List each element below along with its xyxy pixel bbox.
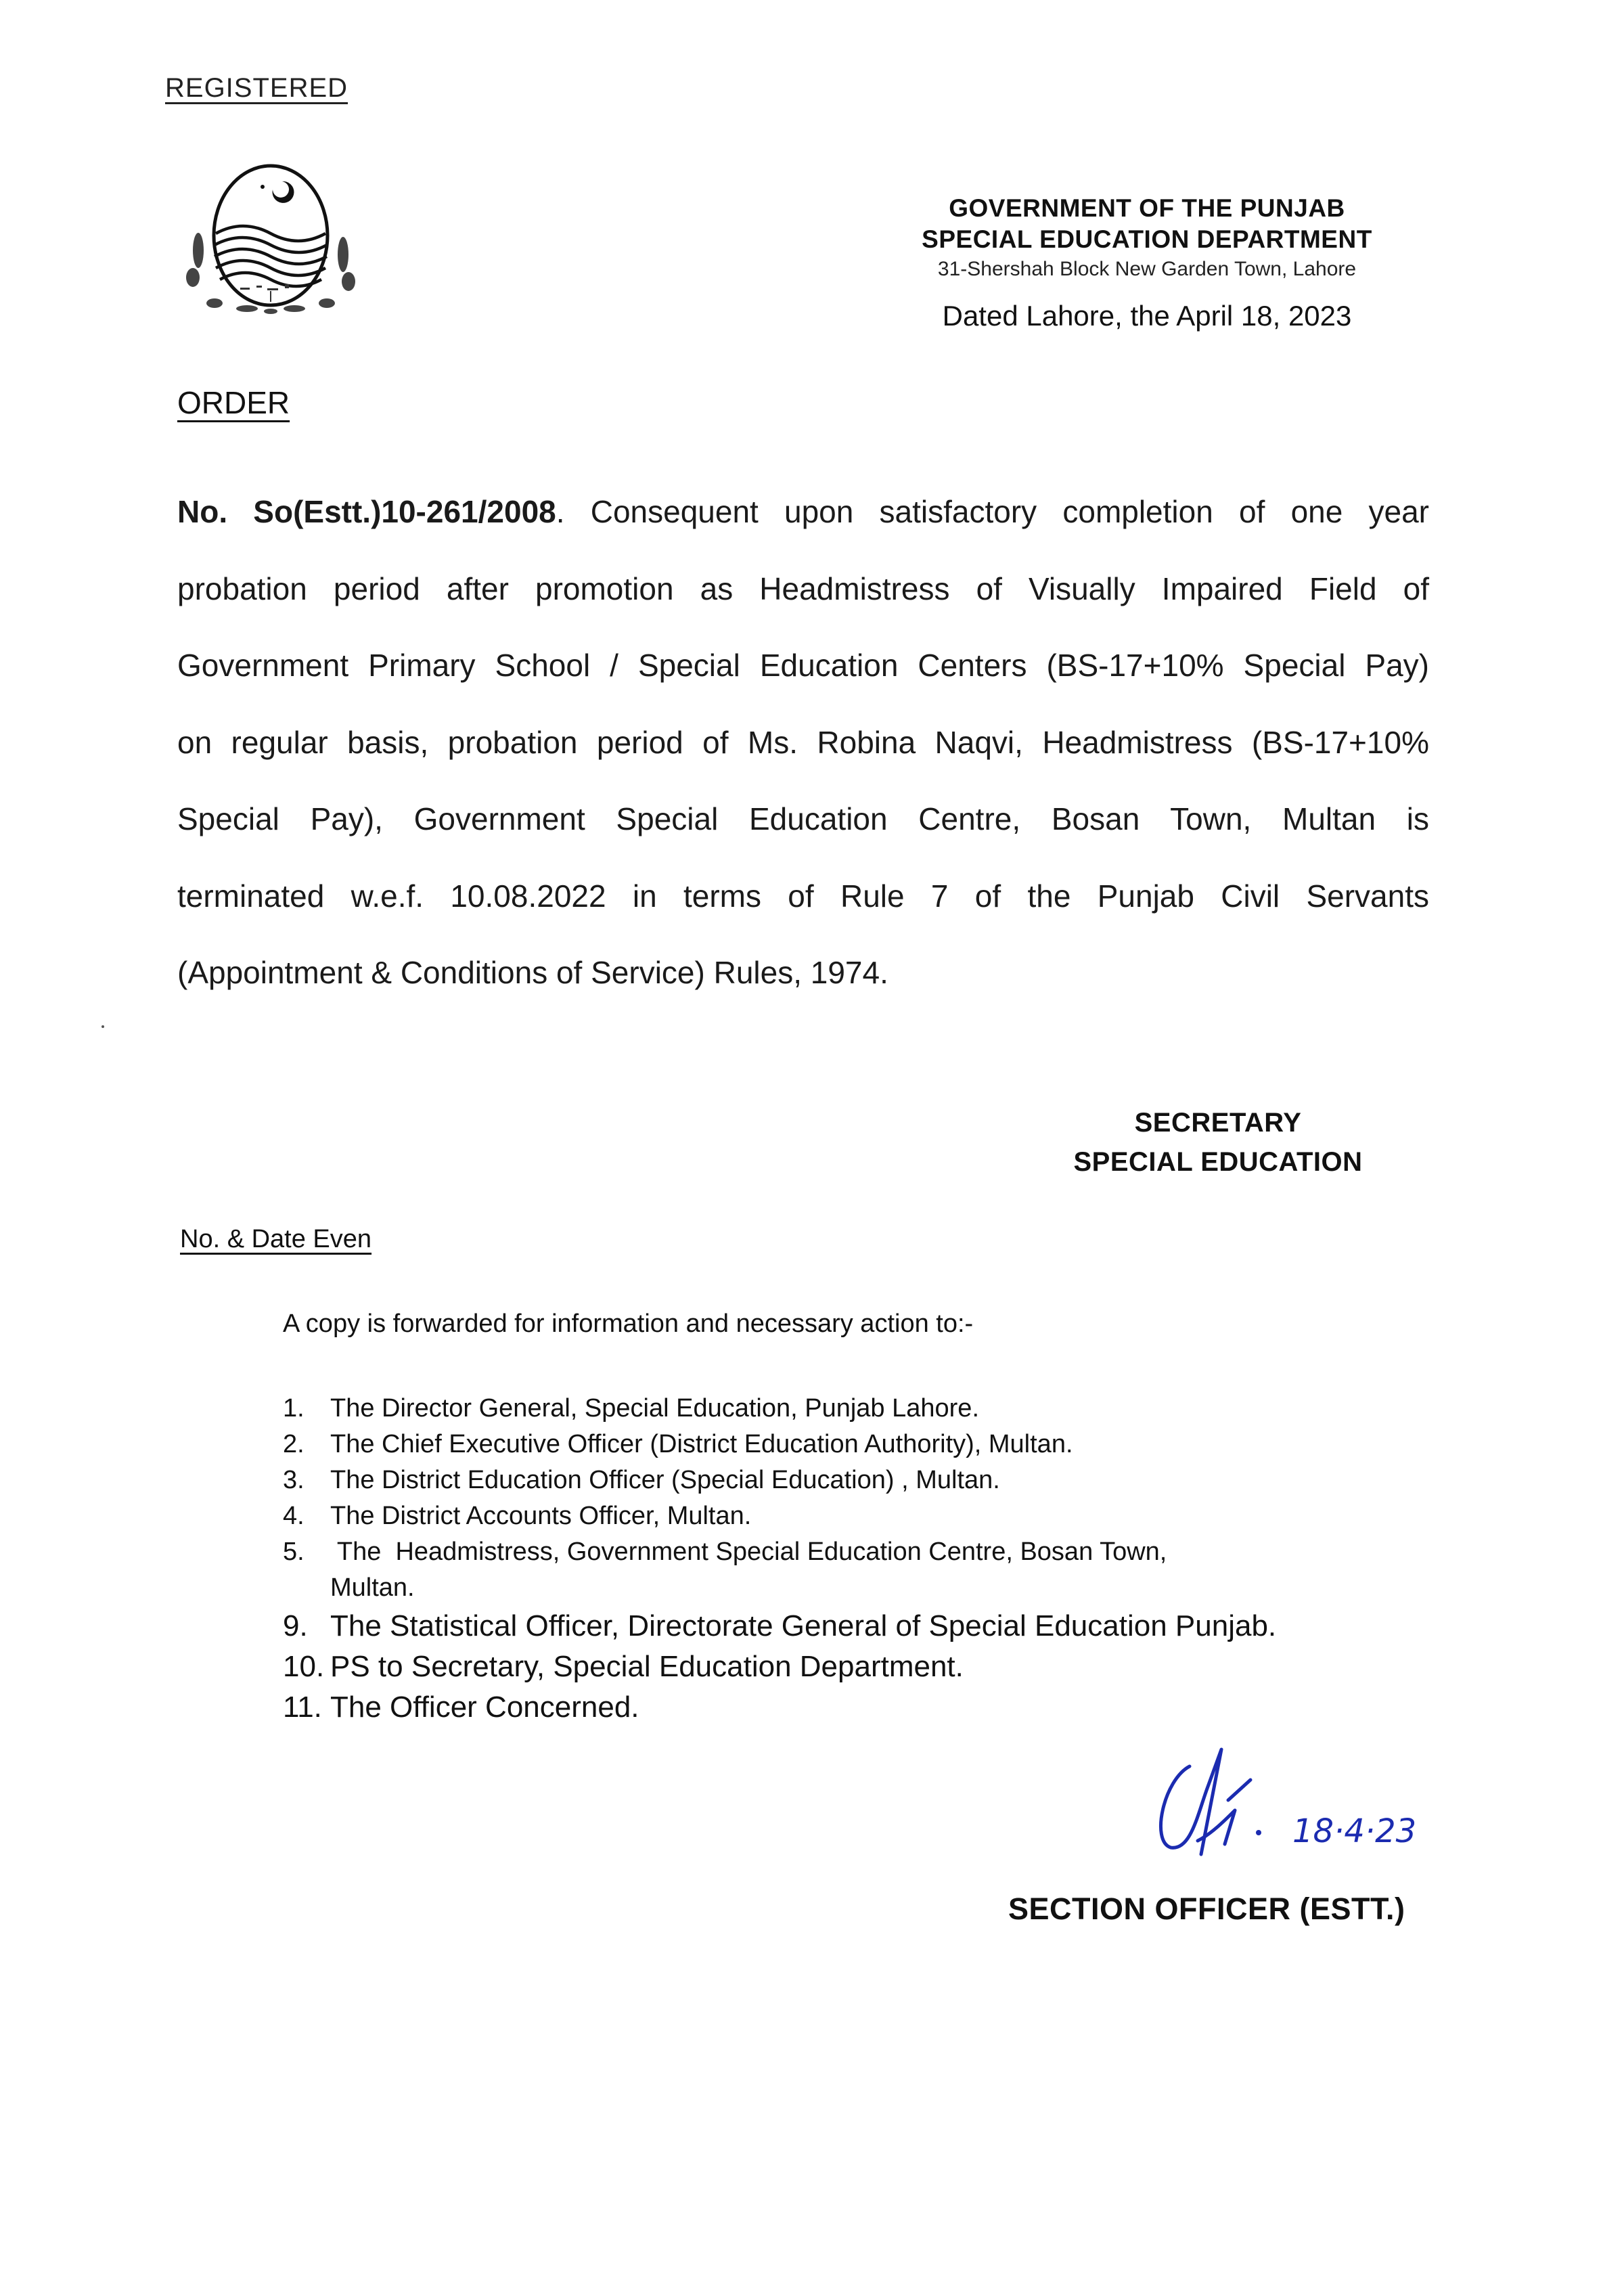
body-line: terminated w.e.f. 10.08.2022 in terms of Rule 7 of the Punjab Civil Servants	[177, 878, 1429, 914]
order-heading: ORDER	[177, 385, 290, 420]
list-item: 2. The Chief Executive Officer (District Education Authority), Multan.	[283, 1430, 1073, 1458]
list-item: 4. The District Accounts Officer, Multan.	[283, 1502, 752, 1530]
department-address: 31-Shershah Block New Garden Town, Lahore	[937, 258, 1357, 280]
scan-speck	[102, 1025, 104, 1028]
signatory-department: SPECIAL EDUCATION	[1073, 1147, 1363, 1177]
list-item: 11. The Officer Concerned.	[283, 1691, 639, 1724]
government-title: GOVERNMENT OF THE PUNJAB	[949, 194, 1345, 222]
no-date-even: No. & Date Even	[180, 1225, 372, 1253]
letterhead	[859, 193, 1435, 334]
copy-to-list	[283, 1391, 1501, 1728]
dated-line: Dated Lahore, the April 18, 2023	[942, 300, 1352, 332]
handwritten-date: 18·4·23	[1292, 1812, 1417, 1850]
forward-text: A copy is forwarded for information and necessary action to:-	[283, 1310, 974, 1338]
body-line: Government Primary School / Special Education Centers (BS-17+10% Special Pay)	[177, 648, 1429, 683]
body-line: (Appointment & Conditions of Service) Rules, 1974.	[177, 955, 888, 990]
body-line: No. So(Estt.)10-261/2008. Consequent upon satisfactory completion of one year	[177, 494, 1429, 529]
body-line: probation period after promotion as Headmistress of Visually Impaired Field of	[177, 570, 1429, 606]
reference-number: No. So(Estt.)10-261/2008	[177, 494, 556, 529]
list-item: 10. PS to Secretary, Special Education Department.	[283, 1650, 964, 1683]
list-item-continued: Multan.	[330, 1573, 415, 1602]
department-title: SPECIAL EDUCATION DEPARTMENT	[922, 225, 1372, 253]
list-item: 9. The Statistical Officer, Directorate General of Special Education Punjab.	[283, 1609, 1277, 1642]
list-item: 3. The District Education Officer (Special Education) , Multan.	[283, 1466, 1000, 1494]
registered-label: REGISTERED	[165, 73, 348, 103]
section-officer-title: SECTION OFFICER (ESTT.)	[1008, 1892, 1405, 1926]
order-body	[177, 474, 1429, 1012]
signatory-title: SECRETARY	[1134, 1108, 1302, 1138]
list-item: 5. The Headmistress, Government Special Education Centre, Bosan Town,	[283, 1538, 1167, 1566]
handwritten-signature-icon	[1150, 1746, 1489, 1881]
secretary-signatory	[1015, 1103, 1421, 1182]
body-line: on regular basis, probation period of Ms. Robina Naqvi, Headmistress (BS-17+10%	[177, 724, 1429, 760]
list-item: 1. The Director General, Special Education, Punjab Lahore.	[283, 1394, 979, 1423]
body-line: Special Pay), Government Special Education Centre, Bosan Town, Multan is	[177, 801, 1429, 836]
punjab-emblem-icon	[173, 156, 369, 318]
